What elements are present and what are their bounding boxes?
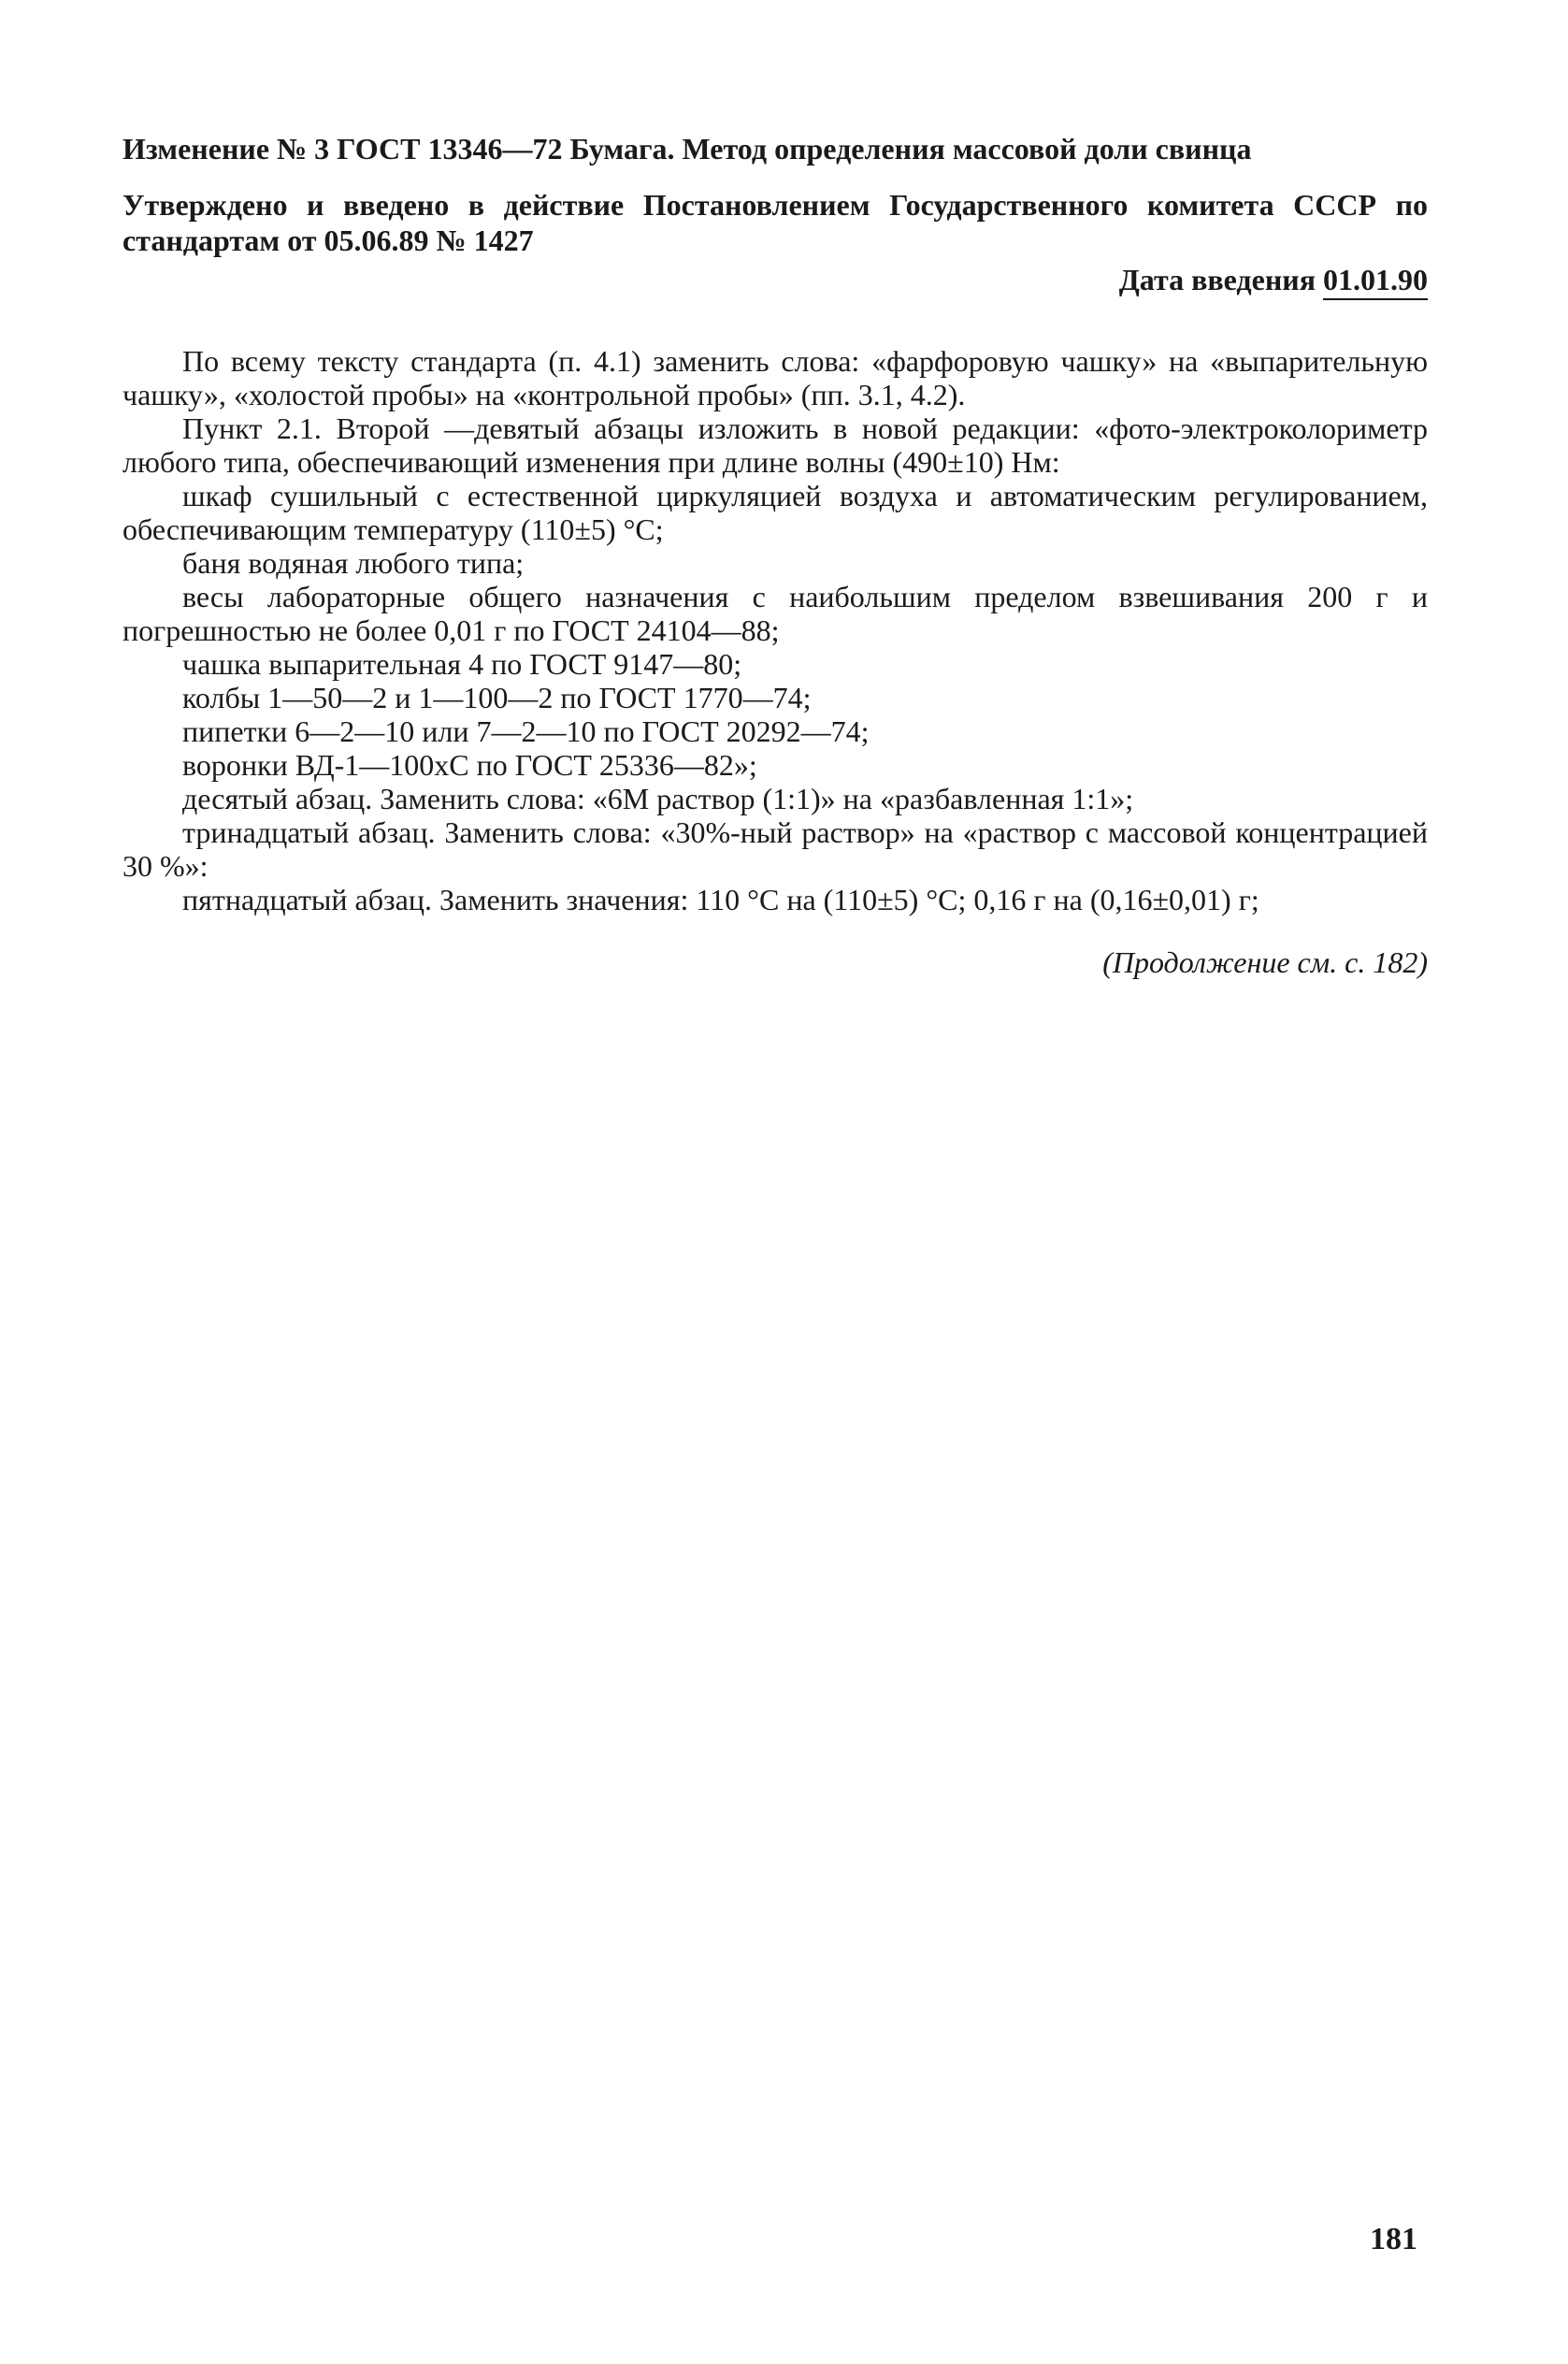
- paragraph: воронки ВД-1—100хС по ГОСТ 25336—82»;: [182, 748, 757, 782]
- effective-date-label: Дата введения: [1118, 263, 1316, 296]
- approval-statement: Утверждено и введено в действие Постановлением Государственного комитета СССР по стандартам от 05.06.89 № 1427: [122, 188, 1428, 257]
- paragraph: пятнадцатый абзац. Заменить значения: 110 °С на (110±5) °С; 0,16 г на (0,16±0,01) г;: [182, 883, 1259, 916]
- document-title: Изменение № 3 ГОСТ 13346—72 Бумага. Метод определения массовой доли свинца: [122, 132, 1252, 166]
- paragraph: колбы 1—50—2 и 1—100—2 по ГОСТ 1770—74;: [182, 681, 812, 714]
- paragraph: баня водяная любого типа;: [182, 546, 525, 580]
- page-number: 181: [1370, 2222, 1417, 2256]
- paragraph: шкаф сушильный с естественной циркуляцией воздуха и автоматическим регулированием, обеспечивающим температуру (110±5) °С;: [122, 479, 1428, 546]
- continuation-note: (Продолжение см. с. 182): [1102, 945, 1428, 979]
- paragraph: По всему тексту стандарта (п. 4.1) заменить слова: «фарфоровую чашку» на «выпарительную чашку», «холостой пробы» на «контрольной пробы» (пп. 3.1, 4.2).: [122, 344, 1428, 411]
- effective-date: [122, 262, 1428, 297]
- page-content: [122, 131, 1428, 980]
- paragraph: весы лабораторные общего назначения с наибольшим пределом взвешивания 200 г и погрешностью не более 0,01 г по ГОСТ 24104—88;: [122, 580, 1428, 647]
- paragraph: чашка выпарительная 4 по ГОСТ 9147—80;: [182, 647, 742, 681]
- effective-date-value: 01.01.90: [1323, 263, 1428, 300]
- paragraph: пипетки 6—2—10 или 7—2—10 по ГОСТ 20292—74;: [182, 714, 870, 748]
- amendment-body: [122, 344, 1428, 916]
- paragraph: Пункт 2.1. Второй —девятый абзацы изложить в новой редакции: «фото-электроколориметр любого типа, обеспечивающий изменения при длине волны (490±10) Нм:: [122, 411, 1428, 479]
- paragraph: тринадцатый абзац. Заменить слова: «30%-ный раствор» на «раствор с массовой концентрацией 30 %»:: [122, 815, 1428, 883]
- paragraph: десятый абзац. Заменить слова: «6М раствор (1:1)» на «разбавленная 1:1»;: [182, 782, 1134, 815]
